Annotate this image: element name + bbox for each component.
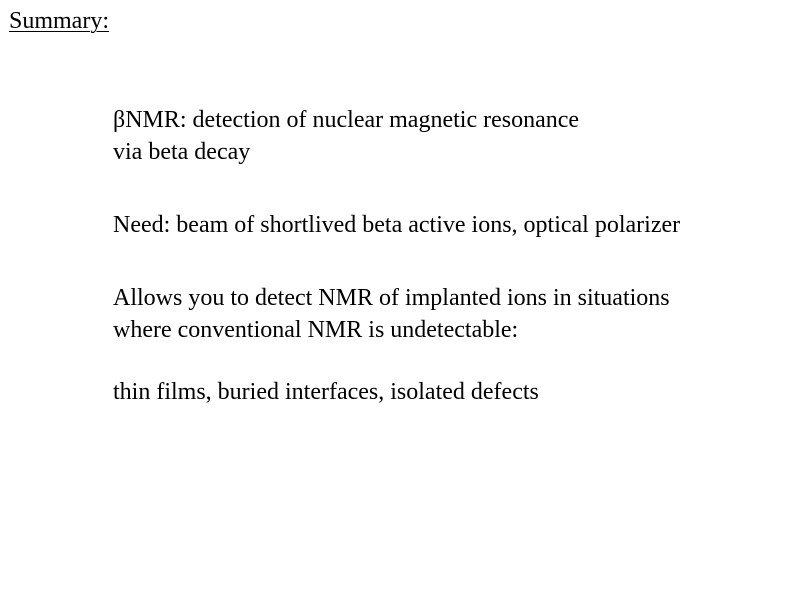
paragraph-requirements xyxy=(113,209,680,241)
paragraph-line: Need: beam of shortlived beta active ions, optical polarizer xyxy=(113,212,681,238)
paragraph-line: Allows you to detect NMR of implanted ions in situations xyxy=(113,285,670,311)
slide-title: Summary: xyxy=(9,8,109,34)
paragraph-capabilities xyxy=(113,282,670,346)
paragraph-line: thin films, buried interfaces, isolated defects xyxy=(113,379,539,405)
paragraph-applications xyxy=(113,376,539,408)
paragraph-bnmr-definition xyxy=(113,104,579,168)
paragraph-line: via beta decay xyxy=(113,139,251,165)
paragraph-line: βNMR: detection of nuclear magnetic resonance xyxy=(113,107,580,133)
paragraph-line: where conventional NMR is undetectable: xyxy=(113,317,519,343)
